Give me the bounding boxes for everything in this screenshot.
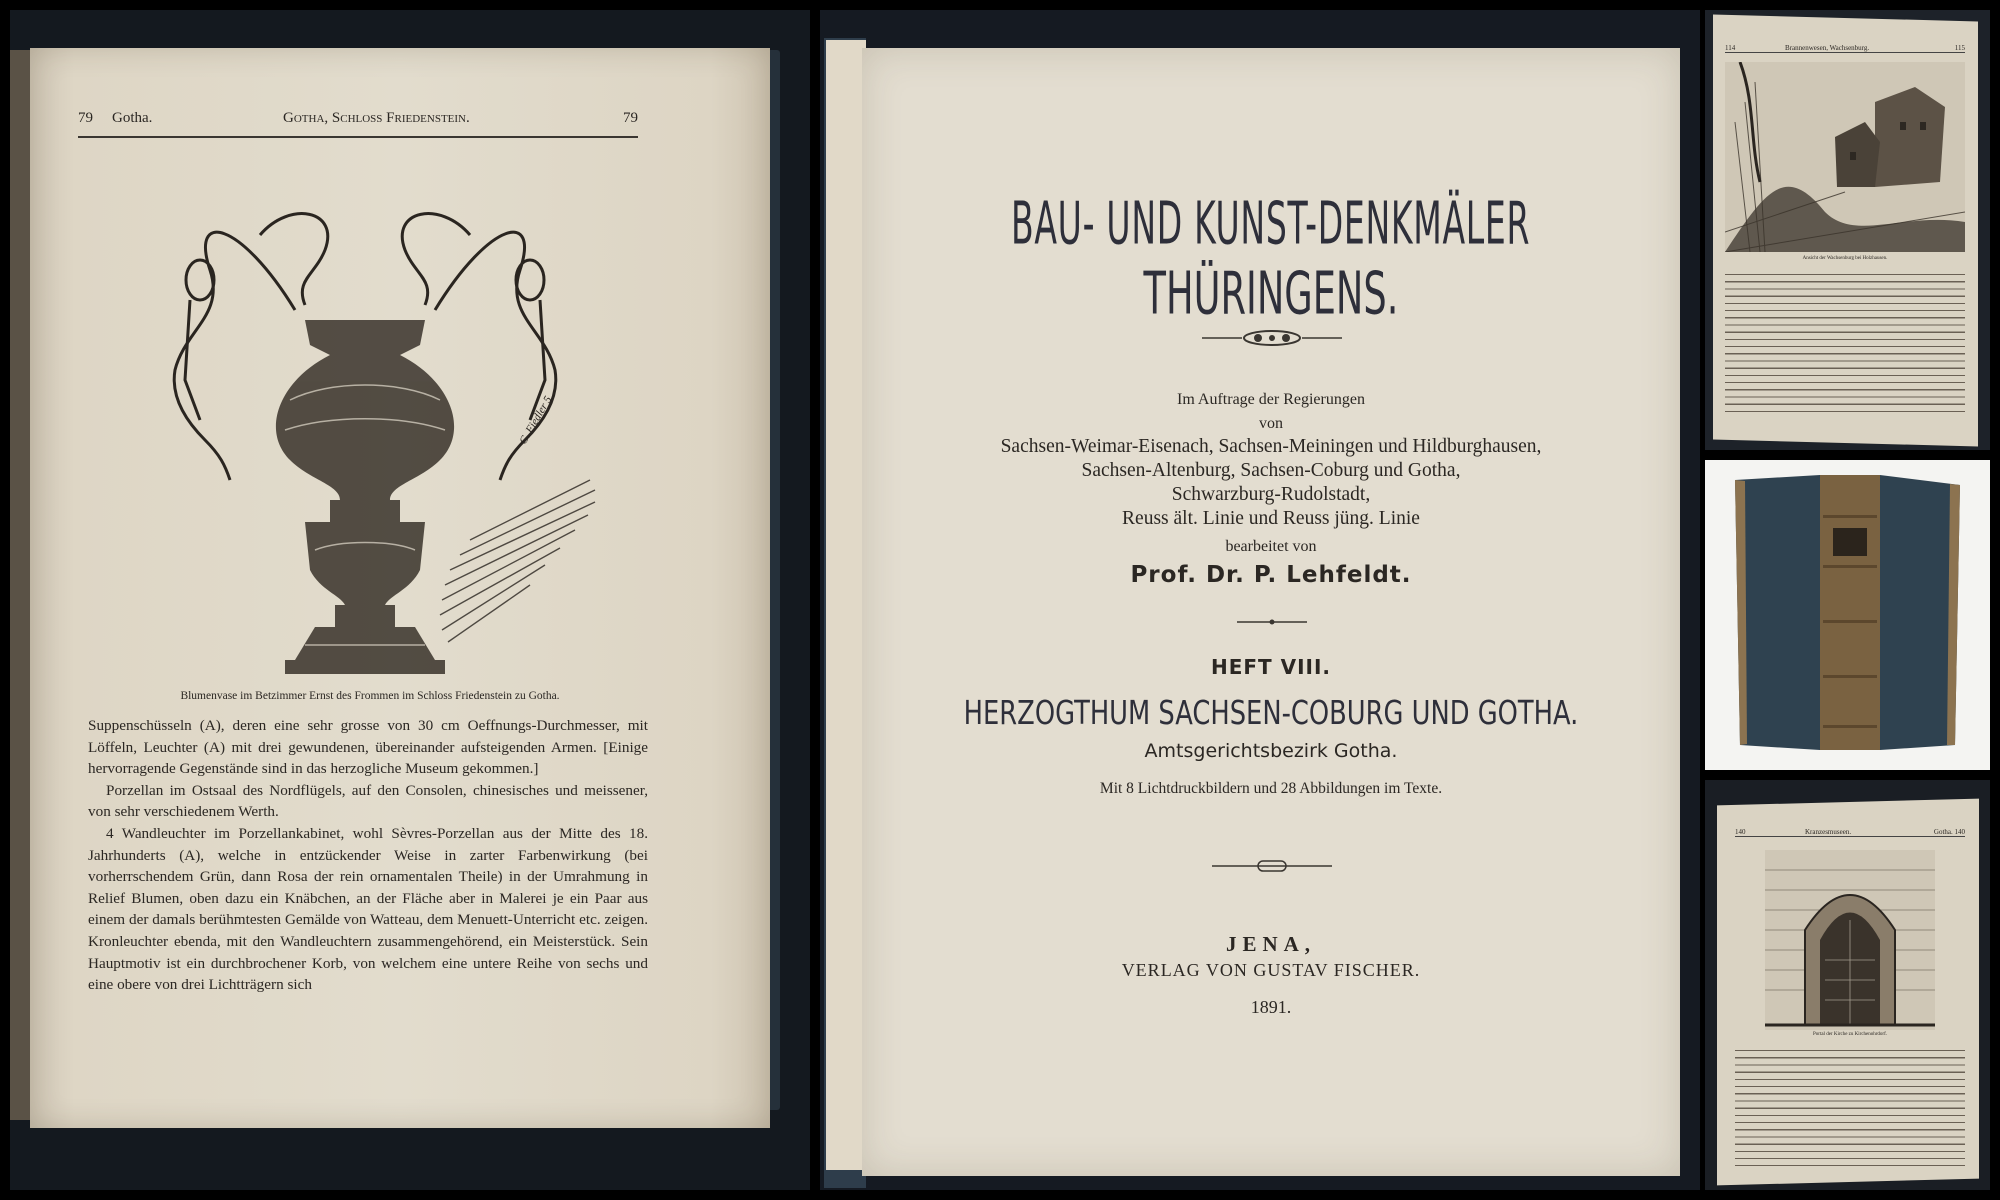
title-line-1: BAU- UND KUNST-DENKMÄLER [1011,190,1531,259]
vase-engraving [90,180,650,680]
edited-by: bearbeitet von [1225,538,1317,555]
publisher-city: JENA, [1225,932,1317,956]
district: Amtsgerichtsbezirk Gotha. [1144,740,1398,762]
illustrations-note: Mit 8 Lichtdruckbildern und 28 Abbildungen im Texte. [1099,780,1443,797]
page-number-left: 140 [1735,828,1746,836]
page-number-right: Gotha. 140 [1933,828,1965,836]
header-title: Gotha, Schloss Friedenstein. [283,110,470,126]
publication-year: 1891. [1250,997,1292,1017]
castle-engraving [1725,62,1965,252]
figure-caption: Blumenvase im Betzimmer Ernst des Frommen im Schloss Friedenstein zu Gotha. [180,690,560,702]
title-page-photo [820,10,1700,1190]
commission-line: Im Auftrage der Regierungen [1177,391,1365,408]
portal-engraving [1765,850,1935,1030]
publisher: VERLAG VON GUSTAV FISCHER. [1121,960,1421,980]
thumbnail-wachsenburg-page [1705,10,1990,450]
running-header [78,110,638,138]
thumbnail-book-binding [1705,460,1990,770]
body-text [88,715,648,996]
bound-book [1705,460,1990,770]
title-line-2: THÜRINGENS. [1143,260,1399,329]
header-title: Brannenwesen, Wachsenburg. [1785,44,1870,52]
engraver-signature: C. Fiedler 5 [517,394,555,447]
paragraph: Porzellan im Ostsaal des Nordflügels, auf den Consolen, chinesisches und meissener, von sehr verschiedenem Werth. [88,781,648,821]
ornament-rule [862,860,1680,872]
page-number-left: 79 [78,110,93,126]
body-text [1735,1048,1965,1166]
short-rule [862,617,1680,627]
page-number-right: 79 [623,110,638,126]
header-place: Gotha. [112,110,153,126]
figure-caption: Ansicht der Wachsenburg bei Holzhausen. [1802,256,1888,261]
heft-number: HEFT VIII. [1210,655,1332,679]
page-number-right: 115 [1954,44,1965,52]
paragraph: 4 Wandleuchter im Porzellankabinet, wohl Sèvres-Porzellan aus der Mitte des 18. Jahrhunderts (A), welche in entzückender Weise in zarter Farbenwirkung (bei vorherrschendem Grün, dann Rosa der rein ornamentalen Theile) in der Umrahmung in Relief Blumen, oben dazu ein Knäbchen, an der Fläche aber in Malerei je ein Paar aus einem der damals berühmtesten Gemälde von Watteau, dem Menuett-Unterricht etc. zeigen. Kronleuchter ebenda, mit den Wandleuchtern zusammengehörend, ein Meisterstück. Sein Hauptmotiv ist ein durchbrochener Korb, von welchem eine untere Reihe von sechs und eine obere von drei Lichtträgern sich [88,824,648,994]
governments-line-4: Reuss ält. Linie und Reuss jüng. Linie [1122,508,1420,529]
governments-line-2: Sachsen-Altenburg, Sachsen-Coburg und Gotha, [1081,460,1461,481]
body-text [1725,272,1965,412]
von-line: von [1259,415,1283,432]
figure-caption: Portal der Kirche zu Kirchenohrdorf. [1813,1032,1887,1037]
open-book-page-photo [10,10,810,1190]
page-number-left: 114 [1725,44,1736,52]
duchy-title: HERZOGTHUM SACHSEN-COBURG UND GOTHA. [963,693,1579,732]
paragraph: Suppenschüsseln (A), deren eine sehr grosse von 30 cm Oeffnungs-Durchmesser, mit Löffeln, Leuchter (A) mit drei gewundenen, übereinander aufsteigenden Armen. [Einige hervorragende Gegenstände sind in das herzogliche Museum gekommen.] [88,717,648,778]
thumbnail-portal-page [1705,780,1990,1190]
flyleaf [826,40,866,1170]
ornament-divider [862,328,1680,348]
governments-line-1: Sachsen-Weimar-Eisenach, Sachsen-Meiningen und Hildburghausen, [1000,436,1542,457]
author: Prof. Dr. P. Lehfeldt. [1130,562,1412,588]
header-title: Kranzesmuseen. [1805,828,1852,836]
governments-line-3: Schwarzburg-Rudolstadt, [1171,484,1371,505]
